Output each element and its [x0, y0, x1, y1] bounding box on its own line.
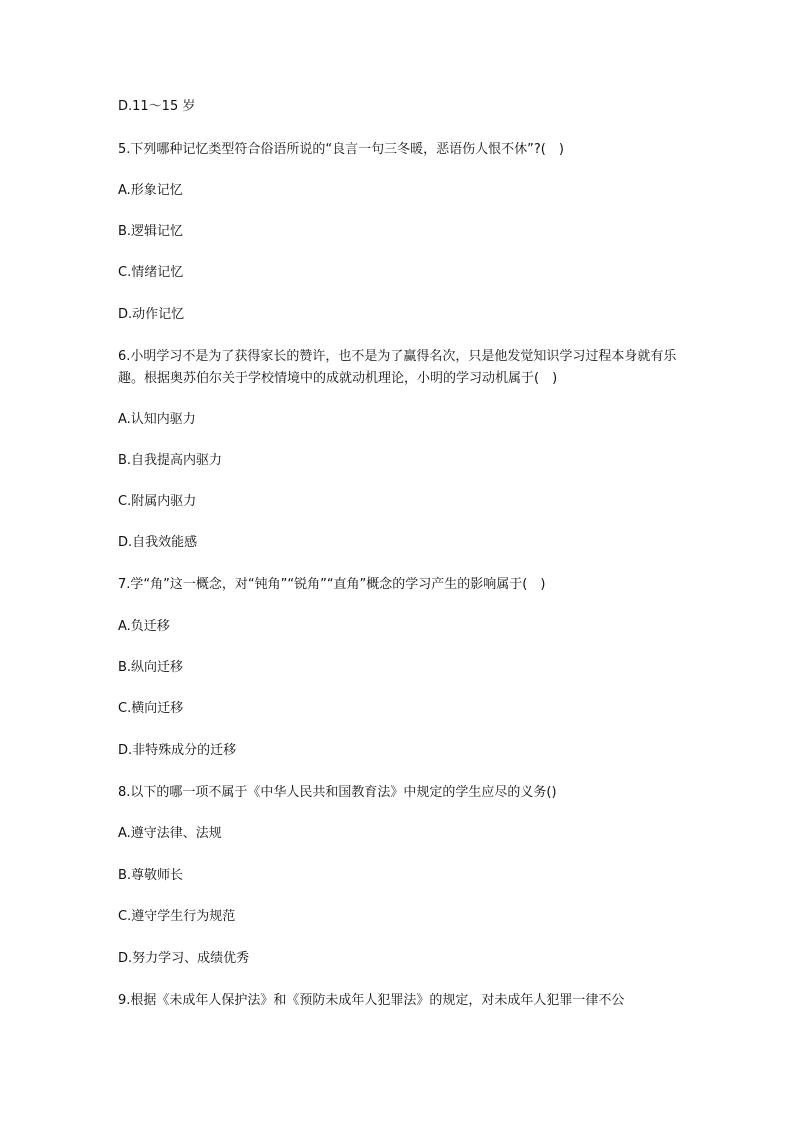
question-6: 6.小明学习不是为了获得家长的赞许，也不是为了赢得名次，只是他发觉知识学习过程本身就有乐趣。根据奥苏伯尔关于学校情境中的成就动机理论，小明的学习动机属于( ): [118, 349, 677, 386]
question-9: 9.根据《未成年人保护法》和《预防未成年人犯罪法》的规定，对未成年人犯罪一律不公: [118, 993, 625, 1008]
option-q5-d: D.动作记忆: [118, 307, 185, 322]
option-q8-a: A.遵守法律、法规: [118, 826, 222, 841]
option-q8-d: D.努力学习、成绩优秀: [118, 951, 250, 966]
question-8: 8.以下的哪一项不属于《中华人民共和国教育法》中规定的学生应尽的义务(): [118, 785, 557, 800]
option-q4-d: D.11～15 岁: [118, 99, 196, 114]
option-q6-d: D.自我效能感: [118, 535, 198, 550]
option-q7-c: C.横向迁移: [118, 701, 184, 716]
option-q6-a: A.认知内驱力: [118, 412, 196, 427]
option-q6-b: B.自我提高内驱力: [118, 453, 223, 468]
question-5: 5.下列哪种记忆类型符合俗语所说的“良言一句三冬暖，恶语伤人恨不休”?( ): [118, 142, 564, 157]
option-q6-c: C.附属内驱力: [118, 494, 197, 509]
option-q5-a: A.形象记忆: [118, 183, 183, 198]
option-q8-b: B.尊敬师长: [118, 868, 184, 883]
option-q7-a: A.负迁移: [118, 619, 170, 634]
option-q7-b: B.纵向迁移: [118, 660, 184, 675]
option-q8-c: C.遵守学生行为规范: [118, 909, 236, 924]
option-q5-c: C.情绪记忆: [118, 265, 184, 280]
option-q5-b: B.逻辑记忆: [118, 224, 184, 239]
question-7: 7.学“角”这一概念，对“钝角”“锐角”“直角”概念的学习产生的影响属于( ): [118, 577, 546, 592]
option-q7-d: D.非特殊成分的迁移: [118, 743, 237, 758]
